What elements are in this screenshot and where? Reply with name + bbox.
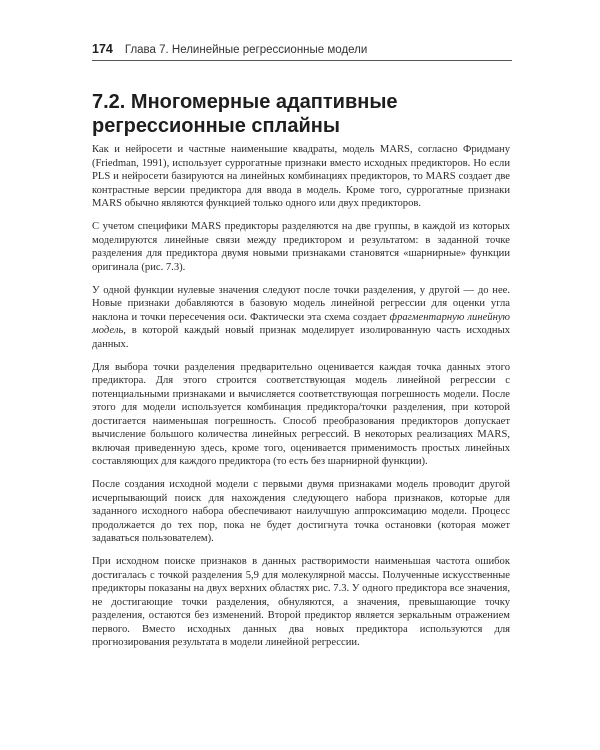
paragraph-3-start: У одной функции нулевые значения следуют после точки разделения, у другой — до нее. Новые признаки добавляются в базовую модель линейной регрессии для оценки угла наклона и точки пересечения оси. Фактически эта схема создает bbox=[92, 284, 510, 323]
emphasized-term: фрагментарную линейную модель bbox=[92, 311, 510, 336]
section-title-line-2: регрессионные сплайны bbox=[92, 115, 340, 137]
header-rule bbox=[92, 60, 512, 61]
paragraph-3-end: , в которой каждый новый признак моделирует изолированную часть исходных данных. bbox=[92, 325, 510, 350]
body-text bbox=[92, 143, 510, 659]
running-head: Глава 7. Нелинейные регрессионные модели bbox=[124, 44, 368, 56]
page-number: 174 bbox=[92, 42, 113, 56]
paragraph-4: Для выбора точки разделения предварительно оценивается каждая точка данных этого предиктора. Для этого строится соответствующая модель линейной регрессии с потенциальными признаками и вычисляется соответствующая погрешность модели. После этого для модели используется комбинация предиктора/точки разделения, при которой достигается наименьшая погрешность. Способ преобразования предикторов допускает вычисление большого количества линейных регрессий. В некоторых реализациях MARS, включая приведенную здесь, кроме того, оценивается применимость простых линейных составляющих для каждого предиктора (то есть без шарнирной функции). bbox=[92, 361, 510, 467]
paragraph-3 bbox=[92, 284, 510, 352]
section-title bbox=[92, 90, 512, 138]
page-header bbox=[92, 42, 512, 56]
section-title-line-1: 7.2. Многомерные адаптивные bbox=[92, 91, 398, 113]
paragraph-2: С учетом специфики MARS предикторы разделяются на две группы, в каждой из которых моделируются линейные связи между предиктором и результатом: в заданной точке разделения для предиктора двумя новыми признаками становятся «шарнирные» функции оригинала (рис. 7.3). bbox=[92, 221, 510, 273]
paragraph-6: При исходном поиске признаков в данных растворимости наименьшая частота ошибок достигалась с точкой разделения 5,9 для молекулярной массы. Полученные искусственные предикторы показаны на двух верхних областях рис. 7.3. У одного предиктора все значения, не достигающие точки разделения, обнуляются, а значения, превышающие точку разделения, остаются без изменений. Второй предиктор является зеркальным отражением первого. Вместо исходных данных два новых предиктора используются для прогнозирования результата в модели линейной регрессии. bbox=[92, 556, 510, 648]
paragraph-5: После создания исходной модели с первыми двумя признаками модель проводит другой исчерпывающий поиск для нахождения следующего набора признаков, которые для заданного исходного набора обеспечивают наилучшую аппроксимацию модели. Процесс продолжается до тех пор, пока не будет достигнута точка остановки (которая может задаваться пользователем). bbox=[92, 479, 510, 544]
paragraph-1: Как и нейросети и частные наименьшие квадраты, модель MARS, согласно Фридману (Friedman, 1991), использует суррогатные признаки вместо исходных предикторов. Но если PLS и нейросети базируются на линейных комбинациях предикторов, то MARS создает две контрастные версии предиктора для ввода в модель. Кроме того, суррогатные признаки MARS обычно являются функцией только одного или двух предикторов. bbox=[92, 144, 510, 209]
